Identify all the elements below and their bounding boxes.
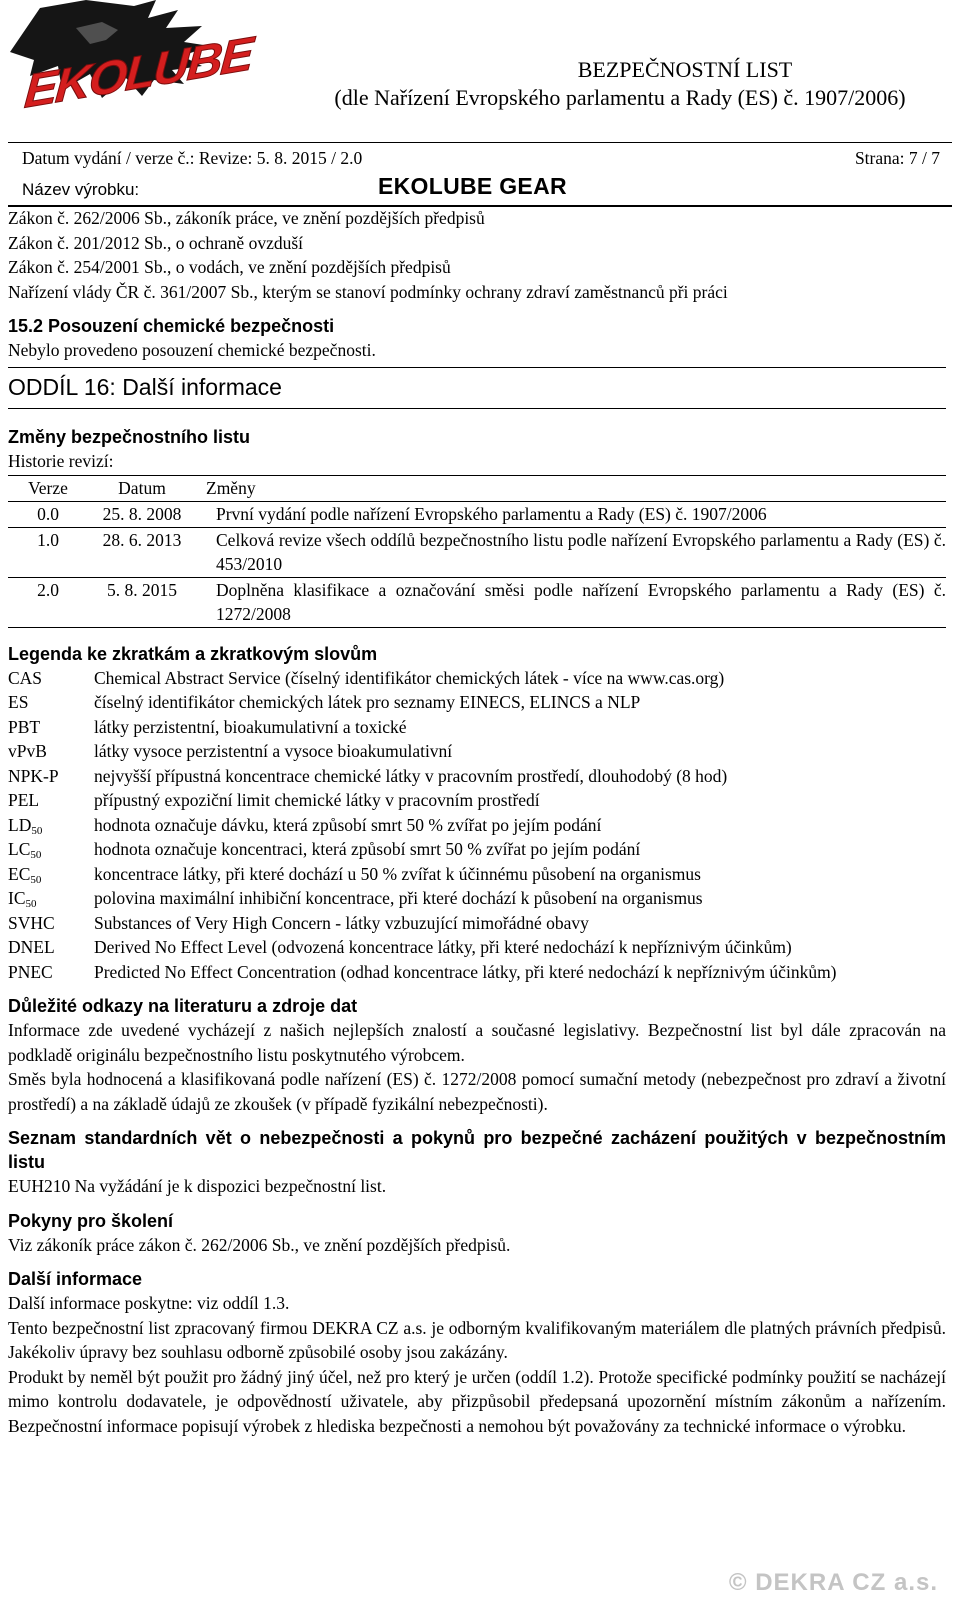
- table-row: [8, 502, 946, 528]
- column-header-version: Verze: [8, 476, 88, 502]
- revision-table-header: [8, 476, 946, 502]
- abbreviation-row: [8, 862, 837, 887]
- further-info-paragraph: Produkt by neměl být použit pro žádný jiný účel, než pro který je určen (oddíl 1.2). Protože specifické podmínky použití se nacházejí mimo kontrolu dodavatele, je odpovědností uživatele, aby přizpůsobil předepsaná upozornění místním zákonům a nařízením. Bezpečnostní informace popisují výrobek z hlediska bezpečnosti a nemohou být považovány za technické informace o výrobku.: [8, 1366, 946, 1436]
- abbreviation-text: CAS: [8, 667, 43, 688]
- abbreviation-term: [8, 690, 94, 715]
- revision-version: 1.0: [8, 527, 88, 577]
- abbreviation-term: [8, 764, 94, 789]
- ekolube-logo: [6, 0, 254, 126]
- abbreviation-row: [8, 690, 837, 715]
- abbreviation-row: [8, 715, 837, 740]
- legislation-item: Zákon č. 201/2012 Sb., o ochraně ovzduší: [8, 232, 304, 253]
- abbreviation-description: koncentrace látky, při které dochází u 50 % zvířat k účinnému působení na organismus: [94, 863, 701, 884]
- abbreviation-description: Chemical Abstract Service (číselný identifikátor chemických látek - více na www.cas.org): [94, 667, 725, 688]
- revision-change: První vydání podle nařízení Evropského parlamentu a Rady (ES) č. 1907/2006: [196, 502, 946, 528]
- abbreviation-table: [8, 666, 837, 985]
- abbreviation-row: [8, 911, 837, 936]
- abbreviation-term: [8, 715, 94, 740]
- section-15-2-heading: 15.2 Posouzení chemické bezpečnosti: [8, 316, 335, 336]
- abbreviation-description: Predicted No Effect Concentration (odhad koncentrace látky, při které nedochází k nepříznivým účinkům): [94, 961, 837, 982]
- header-top-rule: [8, 142, 952, 143]
- page-number: Strana: 7 / 7: [854, 148, 940, 168]
- abbreviation-row: [8, 837, 837, 862]
- changes-heading: Změny bezpečnostního listu: [8, 426, 251, 447]
- abbreviation-text: PBT: [8, 716, 41, 737]
- abbreviation-text: DNEL: [8, 937, 55, 957]
- phrases-text: EUH210 Na vyžádání je k dispozici bezpečnostní list.: [8, 1176, 387, 1196]
- table-row: [8, 577, 946, 627]
- logo-wordmark: EKOLUBE: [22, 27, 254, 119]
- references-heading: Důležité odkazy na literaturu a zdroje dat: [8, 996, 358, 1016]
- revision-version: 2.0: [8, 577, 88, 627]
- abbreviation-description: Substances of Very High Concern - látky vzbuzující mimořádné obavy: [94, 912, 589, 933]
- abbreviation-text: PEL: [8, 790, 40, 810]
- abbreviation-term: [8, 837, 94, 862]
- abbreviation-text: LD: [8, 814, 32, 835]
- further-info-paragraph: Další informace poskytne: viz oddíl 1.3.: [8, 1293, 290, 1313]
- document-body: [8, 206, 946, 1438]
- abbreviation-subscript: 50: [30, 849, 42, 861]
- history-label: Historie revizí:: [8, 450, 114, 471]
- abbreviation-subscript: 50: [31, 824, 43, 837]
- legislation-item: Zákon č. 254/2001 Sb., o vodách, ve znění pozdějších předpisů: [8, 257, 451, 277]
- abbreviation-text: SVHC: [8, 912, 55, 933]
- product-label: Název výrobku:: [22, 180, 140, 199]
- abbreviation-term: [8, 886, 94, 911]
- abbreviation-text: NPK-P: [8, 765, 59, 786]
- abbreviation-description: přípustný expoziční limit chemické látky v pracovním prostředí: [94, 790, 540, 810]
- column-header-changes: Změny: [196, 476, 946, 502]
- abbreviation-term: [8, 813, 94, 838]
- references-paragraph: Směs byla hodnocená a klasifikovaná podle nařízení (ES) č. 1272/2008 pomocí sumační metody (nebezpečnost pro zdraví a životní prostředí) a na základě údajů ze zkoušek (v případě fyzikální nebezpečnosti).: [8, 1069, 946, 1114]
- abbreviation-text: ES: [8, 692, 29, 712]
- phrases-heading: Seznam standardních vět o nebezpečnosti a pokynů pro bezpečné zacházení použitých v bezpečnostním listu: [8, 1128, 946, 1172]
- section-15-2-text: Nebylo provedeno posouzení chemické bezpečnosti.: [8, 340, 376, 360]
- abbreviation-row: [8, 935, 837, 960]
- revision-change: Doplněna klasifikace a označování směsi podle nařízení Evropského parlamentu a Rady (ES) č. 1272/2008: [196, 577, 946, 627]
- issue-date: Datum vydání / verze č.: Revize: 5. 8. 2015 / 2.0: [22, 148, 363, 168]
- abbreviation-description: hodnota označuje dávku, která způsobí smrt 50 % zvířat po jejím podání: [94, 814, 602, 835]
- revision-table: [8, 475, 946, 628]
- abbreviation-row: [8, 886, 837, 911]
- abbreviation-term: [8, 935, 94, 960]
- legislation-item: Zákon č. 262/2006 Sb., zákoník práce, ve znění pozdějších předpisů: [8, 208, 485, 228]
- document-subtitle: (dle Nařízení Evropského parlamentu a Rady (ES) č. 1907/2006): [334, 85, 906, 110]
- abbreviation-row: [8, 813, 837, 838]
- abbreviation-description: hodnota označuje koncentraci, která způsobí smrt 50 % zvířat po jejím podání: [94, 839, 641, 859]
- abbreviation-term: [8, 739, 94, 764]
- abbreviation-term: [8, 788, 94, 813]
- abbreviation-text: LC: [8, 839, 31, 859]
- abbreviation-text: EC: [8, 863, 31, 884]
- abbreviation-description: číselný identifikátor chemických látek pro seznamy EINECS, ELINCS a NLP: [94, 692, 641, 712]
- training-heading: Pokyny pro školení: [8, 1210, 174, 1231]
- training-text: Viz zákoník práce zákon č. 262/2006 Sb., ve znění pozdějších předpisů.: [8, 1234, 511, 1255]
- further-info-heading: Další informace: [8, 1269, 143, 1289]
- abbreviation-row: [8, 764, 837, 789]
- abbreviation-description: látky perzistentní, bioakumulativní a toxické: [94, 716, 407, 737]
- product-name: EKOLUBE GEAR: [378, 173, 567, 199]
- abbreviation-term: [8, 666, 94, 691]
- abbreviation-term: [8, 862, 94, 887]
- abbreviation-row: [8, 739, 837, 764]
- footer-copyright: © DEKRA CZ a.s.: [728, 1569, 938, 1596]
- abbreviation-description: polovina maximální inhibiční koncentrace, při které dochází k působení na organismus: [94, 888, 703, 908]
- revision-date: 28. 6. 2013: [88, 527, 196, 577]
- abbreviation-text: PNEC: [8, 961, 53, 982]
- revision-date: 25. 8. 2008: [88, 502, 196, 528]
- abbreviation-row: [8, 960, 837, 985]
- abbreviation-description: Derived No Effect Level (odvozená koncentrace látky, při které nedochází k nepříznivým účinkům): [94, 937, 792, 957]
- abbreviation-subscript: 50: [25, 898, 37, 910]
- legislation-item: Nařízení vlády ČR č. 361/2007 Sb., kterým se stanoví podmínky ochrany zdraví zaměstnanců při práci: [8, 281, 728, 302]
- legislation-list: [8, 206, 946, 304]
- revision-date: 5. 8. 2015: [88, 577, 196, 627]
- abbreviation-row: [8, 788, 837, 813]
- abbreviation-subscript: 50: [30, 873, 42, 886]
- column-header-date: Datum: [88, 476, 196, 502]
- table-row: [8, 527, 946, 577]
- abbreviation-term: [8, 911, 94, 936]
- abbreviation-description: látky vysoce perzistentní a vysoce bioakumulativní: [94, 741, 453, 761]
- further-info-paragraph: Tento bezpečnostní list zpracovaný firmou DEKRA CZ a.s. je odborným kvalifikovaným materiálem dle platných právních předpisů. Jakékoliv úpravy bez souhlasu odborně způsobilé osoby jsou zakázány.: [8, 1317, 946, 1362]
- abbreviation-text: IC: [8, 888, 26, 908]
- revision-version: 0.0: [8, 502, 88, 528]
- abbreviation-term: [8, 960, 94, 985]
- header-info-row: [22, 146, 940, 172]
- abbreviation-row: [8, 666, 837, 691]
- section-16-heading: ODDÍL 16: Další informace: [8, 367, 946, 409]
- document-title: BEZPEČNOSTNÍ LIST: [577, 57, 793, 82]
- abbreviation-description: nejvyšší přípustná koncentrace chemické látky v pracovním prostředí, dlouhodobý (8 hod): [94, 765, 728, 786]
- legend-heading: Legenda ke zkratkám a zkratkovým slovům: [8, 643, 378, 664]
- abbreviation-text: vPvB: [8, 741, 47, 761]
- references-paragraph: Informace zde uvedené vycházejí z našich nejlepších znalostí a současné legislativy. Bezpečnostní list byl dále zpracován na podkladě originálu bezpečnostního listu poskytnutého výrobcem.: [8, 1020, 946, 1065]
- revision-change: Celková revize všech oddílů bezpečnostního listu podle nařízení Evropského parlamentu a Rady (ES) č. 453/2010: [196, 527, 946, 577]
